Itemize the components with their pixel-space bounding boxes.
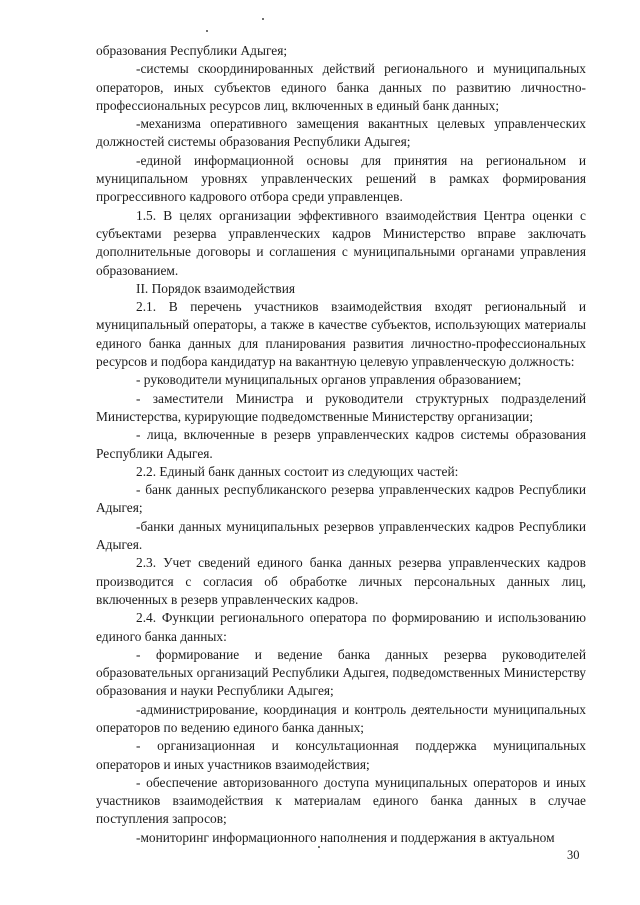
paragraph: 2.4. Функции регионального оператора по формированию и использованию единого банка данных:	[96, 610, 586, 644]
section-heading: II. Порядок взаимодействия	[136, 280, 296, 296]
paragraph: -администрирование, координация и контроль деятельности муниципальных операторов по ведению единого банка данных;	[96, 701, 586, 735]
paragraph: - лица, включенные в резерв управленческих кадров системы образования Республики Адыгея.	[96, 427, 586, 461]
paragraph: 2.3. Учет сведений единого банка данных резерва управленческих кадров производится с согласия об обработке личных персональных данных лиц, включенных в резерв управленческих кадров.	[96, 555, 586, 607]
paragraph: 2.2. Единый банк данных состоит из следующих частей:	[136, 463, 459, 479]
paragraph: - обеспечение авторизованного доступа муниципальных операторов и иных участников взаимодействия к материалам единого банка данных в случае поступления запросов;	[96, 774, 586, 827]
paragraph: образования Республики Адыгея;	[96, 43, 288, 58]
document-body	[96, 42, 586, 847]
paragraph: -банки данных муниципальных резервов управленческих кадров Республики Адыгея.	[96, 518, 586, 553]
page-number: 30	[567, 848, 580, 862]
scan-speck	[318, 846, 320, 848]
paragraph: 2.1. В перечень участников взаимодействия входят региональный и муниципальный операторы, а также в качестве субъектов, использующих материалы единого банка данных для планирования развития личностно-профессиональных ресурсов и подбора кандидатур на вакантную целевую управленческую должность:	[96, 299, 586, 370]
paragraph: - банк данных республиканского резерва управленческих кадров Республики Адыгея;	[96, 482, 586, 516]
paragraph: -механизма оперативного замещения вакантных целевых управленческих должностей системы образования Республики Адыгея;	[96, 116, 586, 150]
paragraph: - организационная и консультационная поддержка муниципальных операторов и иных участников взаимодействия;	[96, 738, 586, 772]
paragraph: -единой информационной основы для принятия на региональном и муниципальном уровнях управленческих решений в рамках формирования прогрессивного кадрового отбора среди управленцев.	[96, 152, 586, 205]
paragraph: -системы скоординированных действий регионального и муниципальных операторов, иных субъектов единого банка данных по развитию личностно-профессиональных ресурсов лиц, включенных в единый банк данных;	[96, 61, 586, 113]
scan-speck	[206, 30, 208, 32]
scan-speck	[262, 18, 264, 20]
paragraph: -мониторинг информационного наполнения и поддержания в актуальном	[136, 829, 555, 845]
paragraph: - заместители Министра и руководители структурных подразделений Министерства, курирующие подведомственные Министерству организации;	[96, 390, 586, 424]
paragraph: - руководители муниципальных органов управления образованием;	[136, 372, 522, 388]
paragraph: 1.5. В целях организации эффективного взаимодействия Центра оценки с субъектами резерва управленческих кадров Министерство вправе заключать дополнительные договоры и соглашения с муниципальными органами управления образованием.	[96, 207, 586, 278]
paragraph: - формирование и ведение банка данных резерва руководителей образовательных организаций Республики Адыгея, подведомственных Министерству образования и науки Республики Адыгея;	[96, 646, 586, 699]
